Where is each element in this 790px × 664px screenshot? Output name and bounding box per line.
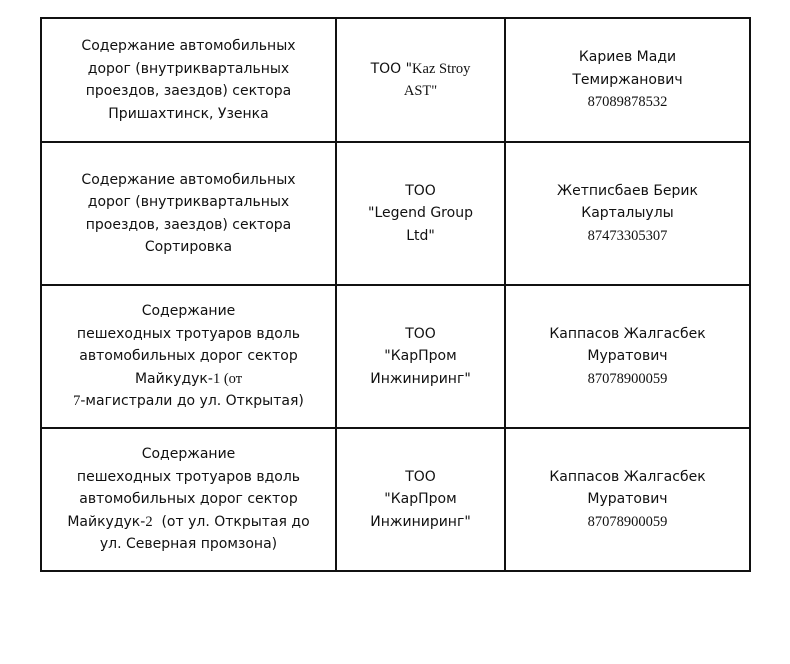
work-line: дорог (внутриквартальных xyxy=(87,194,290,210)
company-line: ТОО xyxy=(405,468,436,485)
contact-name-line: Муратович xyxy=(587,348,668,365)
company-line: "КарПром xyxy=(384,348,457,365)
company-line: ТОО xyxy=(405,325,436,342)
work-line: Содержание xyxy=(141,303,236,320)
company-cell xyxy=(336,142,505,285)
work-line xyxy=(48,368,329,391)
contact-phone: 87089878532 xyxy=(587,94,668,111)
work-description-cell xyxy=(41,428,336,571)
work-line: ул. Северная промзона) xyxy=(99,536,278,553)
road-number: 7 xyxy=(73,393,81,410)
company-cell xyxy=(336,285,505,428)
work-description-cell xyxy=(41,285,336,428)
work-line: Содержание автомобильных xyxy=(81,38,296,54)
work-line: проездов, заездов) сектора xyxy=(85,83,292,99)
company-name: Kaz Stroy xyxy=(412,60,471,77)
company-line: Инжиниринг" xyxy=(370,370,471,387)
contact-name-line: Карталыулы xyxy=(581,205,674,222)
work-line xyxy=(48,511,329,534)
company-line: ТОО xyxy=(405,182,436,199)
table-row xyxy=(41,142,750,285)
table-row xyxy=(41,428,750,571)
contact-name-line: Муратович xyxy=(587,491,668,508)
work-line: автомобильных дорог сектор xyxy=(79,348,298,365)
work-line: пешеходных тротуаров вдоль xyxy=(76,325,301,342)
work-line: автомобильных дорог сектор xyxy=(79,491,298,508)
work-description-cell xyxy=(41,142,336,285)
sector-name: Майкудук- xyxy=(134,370,213,387)
work-line: Содержание xyxy=(141,446,236,463)
contact-name-line: Кариев Мади xyxy=(578,49,677,66)
sector-number: 1 (от xyxy=(212,370,243,387)
company-line: "КарПром xyxy=(384,491,457,508)
work-line: проездов, заездов) сектора xyxy=(85,216,292,233)
table-row xyxy=(41,285,750,428)
contact-phone: 87078900059 xyxy=(587,513,668,530)
contact-cell xyxy=(505,428,750,571)
company-cell xyxy=(336,428,505,571)
company-line: Ltd" xyxy=(406,227,435,244)
contact-cell xyxy=(505,142,750,285)
work-line xyxy=(48,390,329,413)
contact-name-line: Каппасов Жалгасбек xyxy=(549,468,706,485)
sector-name: Майкудук- xyxy=(67,513,146,530)
contracts-table xyxy=(40,17,751,572)
company-cell xyxy=(336,18,505,142)
road-range: -магистрали до ул. Открытая) xyxy=(80,393,304,410)
company-line: "Legend Group xyxy=(368,205,473,222)
work-line: дорог (внутриквартальных xyxy=(87,60,290,77)
sector-number: 2 xyxy=(145,513,153,530)
contact-name-line: Каппасов Жалгасбек xyxy=(549,325,706,342)
company-line: Инжиниринг" xyxy=(370,513,471,530)
work-description-cell xyxy=(41,18,336,142)
contact-cell xyxy=(505,18,750,142)
contact-cell xyxy=(505,285,750,428)
table-row xyxy=(41,18,750,142)
contact-phone: 87078900059 xyxy=(587,370,668,387)
work-line: Содержание автомобильных xyxy=(81,171,296,188)
work-line: Сортировка xyxy=(144,239,233,255)
contact-phone: 87473305307 xyxy=(587,227,668,244)
contact-name-line: Темиржанович xyxy=(572,71,683,88)
work-line: Пришахтинск, Узенка xyxy=(108,105,269,122)
road-range: (от ул. Открытая до xyxy=(161,513,310,530)
company-line: AST" xyxy=(403,83,438,99)
company-prefix: ТОО " xyxy=(370,60,413,77)
contact-name-line: Жетписбаев Берик xyxy=(557,182,698,199)
company-line xyxy=(343,58,498,81)
work-line: пешеходных тротуаров вдоль xyxy=(76,468,301,485)
